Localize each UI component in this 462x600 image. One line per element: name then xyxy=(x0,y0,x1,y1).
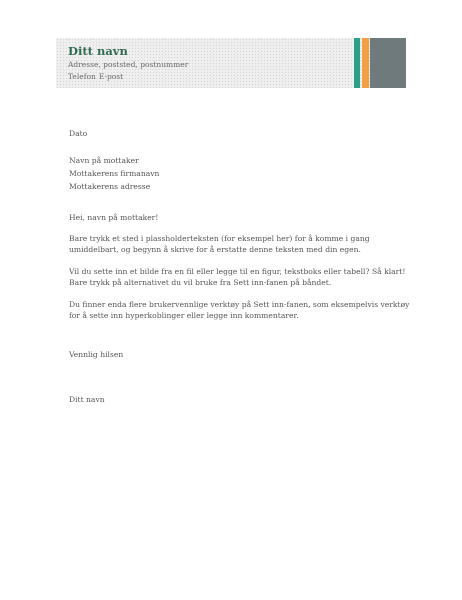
letter-header xyxy=(56,38,406,88)
recipient-address[interactable]: Mottakerens adresse xyxy=(69,182,151,191)
paragraph-3-line-2[interactable]: for å sette inn hyperkoblinger eller legge inn kommentarer. xyxy=(69,311,299,320)
stripe-gray xyxy=(370,38,406,88)
closing[interactable]: Vennlig hilsen xyxy=(69,350,124,359)
stripe-teal xyxy=(354,38,360,88)
stripe-orange xyxy=(362,38,369,88)
sender-email[interactable]: E-post xyxy=(98,72,124,81)
paragraph-2-line-1[interactable]: Vil du sette inn et bilde fra en fil eller legge til en figur, tekstboks eller tabell? Så klart! xyxy=(69,267,406,276)
header-stripes xyxy=(354,38,406,88)
greeting[interactable]: Hei, navn på mottaker! xyxy=(69,213,159,222)
signature[interactable]: Ditt navn xyxy=(69,395,105,404)
paragraph-3-line-1[interactable]: Du finner enda flere brukervennlige verktøy på Sett inn-fanen, som eksempelvis verktøy xyxy=(69,300,410,309)
paragraph-2-line-2[interactable]: Bare trykk på alternativet du vil bruke fra Sett inn-fanen på båndet. xyxy=(69,278,332,287)
sender-name[interactable]: Ditt navn xyxy=(68,44,128,58)
recipient-name[interactable]: Navn på mottaker xyxy=(69,156,139,165)
sender-phone[interactable]: Telefon xyxy=(68,72,96,81)
sender-address[interactable]: Adresse, poststed, postnummer xyxy=(68,60,189,69)
letter-date[interactable]: Dato xyxy=(69,129,88,138)
sender-contact xyxy=(68,72,126,81)
recipient-company[interactable]: Mottakerens firmanavn xyxy=(69,169,160,178)
paragraph-1-line-1[interactable]: Bare trykk et sted i plassholderteksten (for eksempel her) for å komme i gang xyxy=(69,234,370,243)
paragraph-1-line-2[interactable]: umiddelbart, og begynn å skrive for å erstatte denne teksten med din egen. xyxy=(69,245,361,254)
